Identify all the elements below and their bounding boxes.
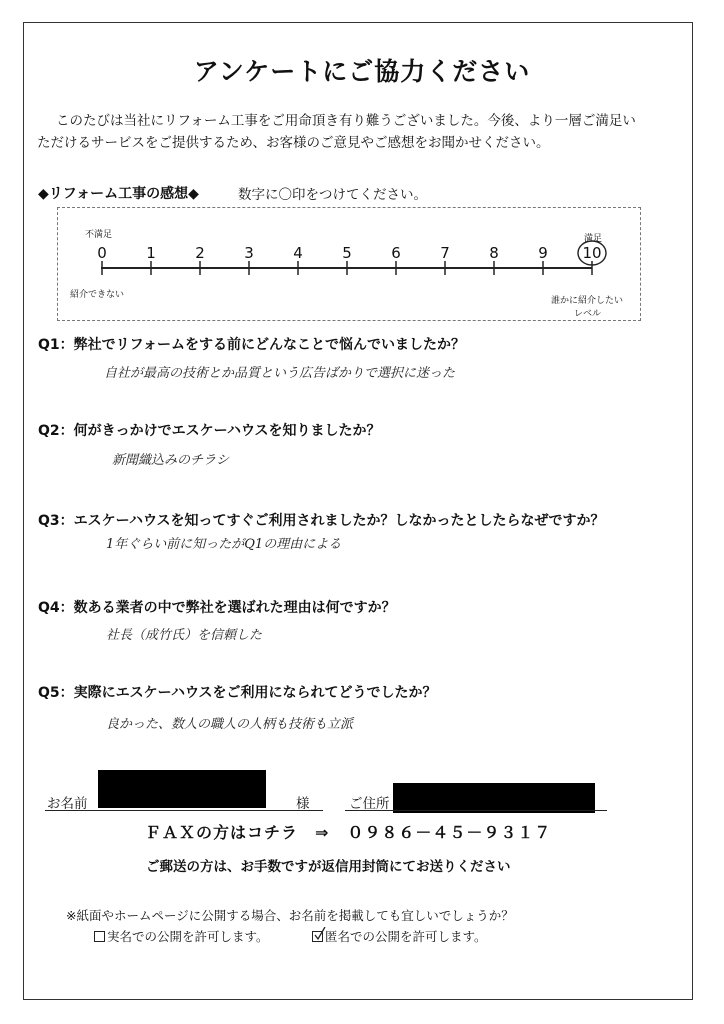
answer-3: 1年ぐらい前に知ったがQ1の理由による — [106, 537, 342, 552]
name-redaction — [98, 770, 266, 808]
answer-1: 自社が最高の技術とか品質という広告ばかりで選択に迷った — [104, 366, 456, 381]
scale-number-9[interactable]: 9 — [538, 244, 548, 262]
question-3: Q3：エスケーハウスを知ってすぐご利用されましたか？しなかったとしたらなぜですか？ — [38, 513, 605, 529]
fax-number: ０９８６－４５－９３１７ — [347, 823, 552, 842]
answer-5: 良かった、数人の職人の人柄も技術も立派 — [106, 717, 354, 732]
scale-number-1[interactable]: 1 — [146, 244, 156, 262]
scale-number-2[interactable]: 2 — [195, 244, 205, 262]
publish-question: ※紙面やホームページに公開する場合、お名前を掲載しても宜しいでしょうか？ — [66, 908, 514, 923]
scale-marks — [97, 241, 606, 275]
scale-number-7[interactable]: 7 — [440, 244, 450, 262]
address-underline — [345, 810, 607, 811]
address-label: ご住所 — [349, 796, 390, 812]
survey-title: アンケートにご協力ください — [193, 57, 531, 86]
mail-note: ご郵送の方は、お手数ですが返信用封筒にてお送りください — [146, 859, 511, 875]
address-redaction — [393, 783, 595, 813]
scale-number-10[interactable]: 10 — [582, 244, 602, 262]
rating-instruction: 数字に〇印をつけてください。 — [238, 187, 427, 203]
check-mark-icon — [314, 927, 326, 941]
question-5: Q5：実際にエスケーハウスをご利用になられてどうでしたか？ — [38, 685, 437, 701]
fax-line — [145, 820, 551, 843]
fax-label: ＦＡＸの方はコチラ ⇒ — [145, 823, 330, 842]
publish-option-real-label: 実名での公開を許可します。 — [107, 929, 269, 944]
rating-section-label: ◆リフォーム工事の感想◆ — [38, 186, 199, 202]
publish-option-anon-label: 匿名での公開を許可します。 — [325, 929, 487, 944]
scale-low-desc: 紹介できない — [70, 290, 125, 300]
question-2: Q2：何がきっかけでエスケーハウスを知りましたか？ — [38, 423, 381, 439]
scale-number-6[interactable]: 6 — [391, 244, 401, 262]
scale-low-label: 不満足 — [85, 230, 113, 240]
question-1: Q1：弊社でリフォームをする前にどんなことで悩んでいましたか？ — [38, 337, 465, 353]
checkbox-anon[interactable] — [312, 931, 323, 942]
publish-option-anon[interactable] — [312, 927, 487, 945]
intro-line-2: ただけるサービスをご提供するため、お客様のご意見やご感想をお聞かせください。 — [37, 135, 550, 151]
scale-number-3[interactable]: 3 — [244, 244, 254, 262]
scale-number-5[interactable]: 5 — [342, 244, 352, 262]
scale-number-0[interactable]: 0 — [97, 244, 107, 262]
scale-number-8[interactable]: 8 — [489, 244, 499, 262]
answer-4: 社長（成竹氏）を信頼した — [106, 628, 263, 643]
scale-high-desc-2: レベル — [574, 309, 602, 319]
answer-2: 新聞織込みのチラシ — [112, 453, 230, 468]
question-4: Q4：数ある業者の中で弊社を選ばれた理由は何ですか？ — [38, 600, 396, 616]
checkbox-real[interactable] — [94, 931, 105, 942]
scale-high-label: 満足 — [584, 234, 603, 244]
name-honorific: 様 — [296, 796, 310, 812]
name-underline — [45, 810, 323, 811]
scale-high-desc-1: 誰かに紹介したい — [551, 296, 624, 306]
intro-line-1: このたびは当社にリフォーム工事をご用命頂き有り難うございました。今後、より一層ご満足い — [56, 113, 636, 129]
publish-option-real[interactable] — [94, 927, 269, 945]
scale-number-4[interactable]: 4 — [293, 244, 303, 262]
name-label: お名前 — [47, 796, 88, 812]
